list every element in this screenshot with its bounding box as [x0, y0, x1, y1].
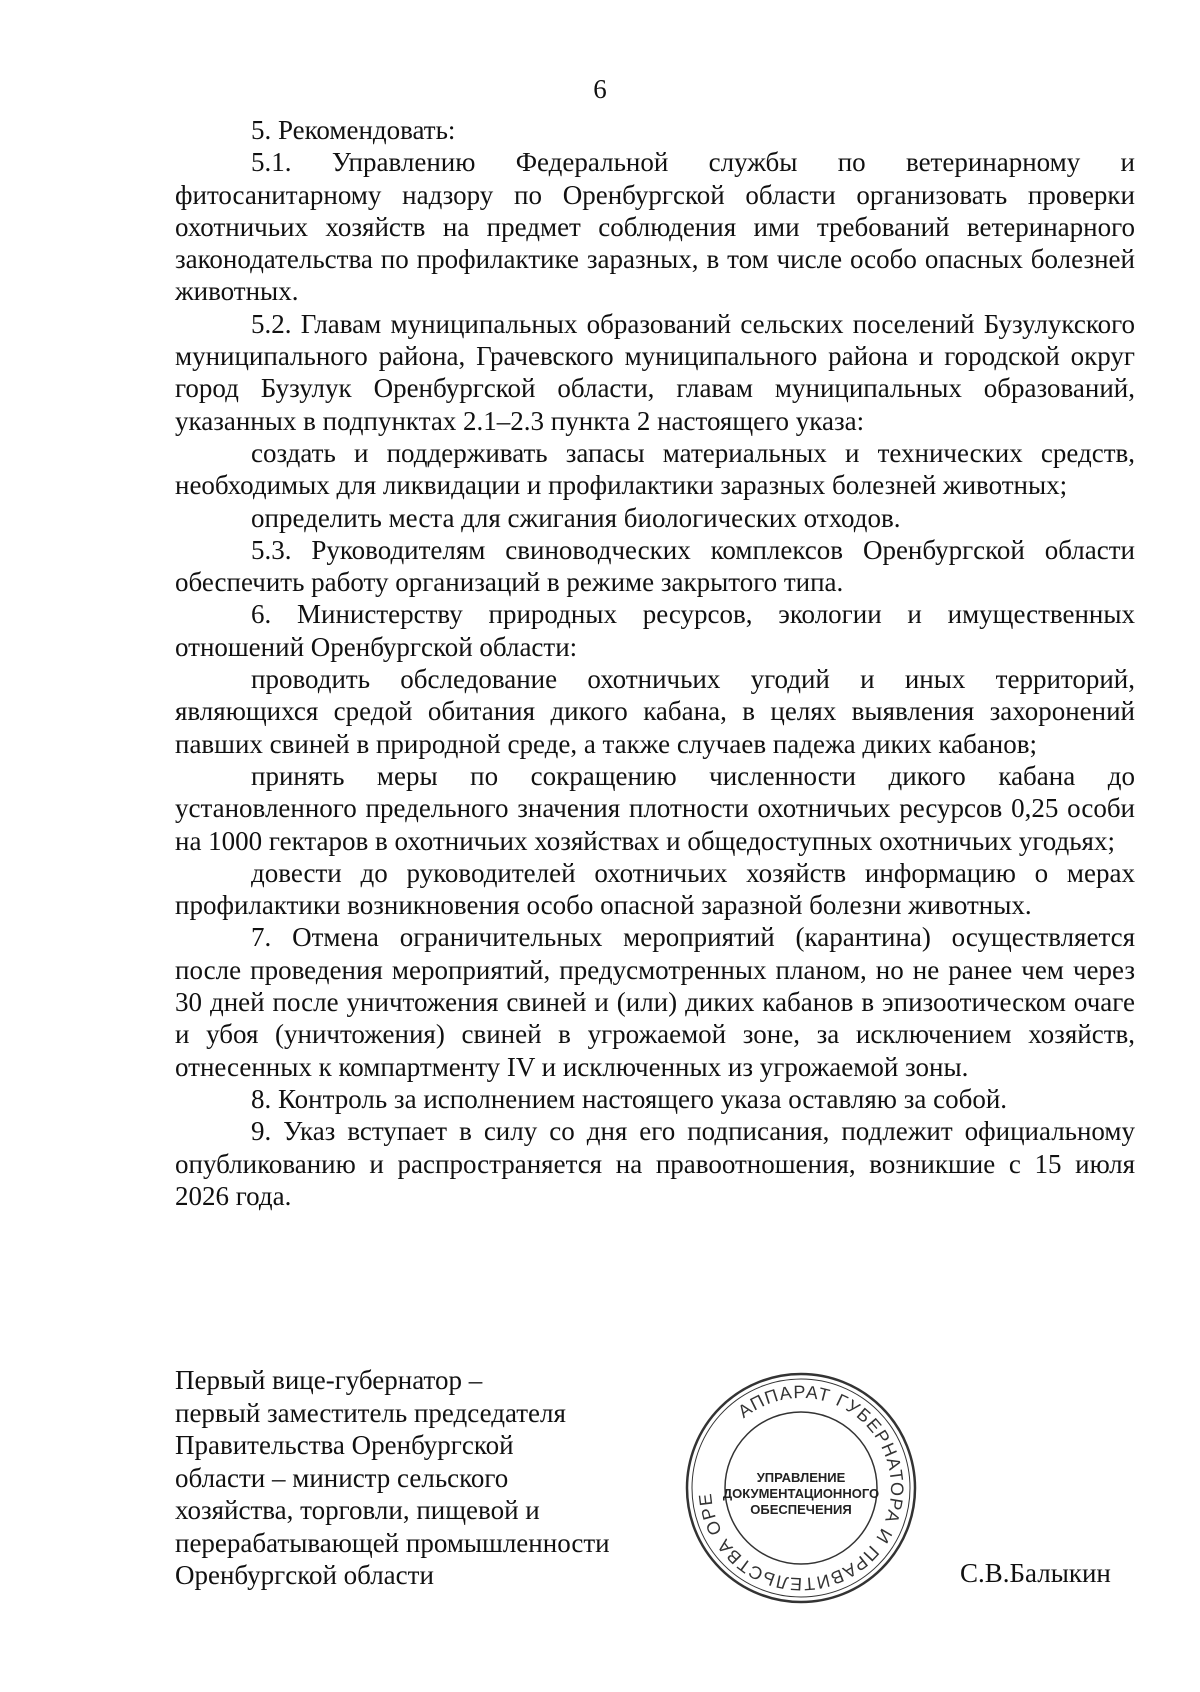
signatory-title-line: области – министр сельского	[175, 1462, 509, 1493]
paragraph-6-item-3: довести до руководителей охотничьих хозяйств информацию о мерах профилактики возникновения особо опасной заразной болезни животных.	[175, 857, 1135, 921]
signatory-title	[175, 1364, 645, 1592]
signatory-title-line: первый заместитель председателя	[175, 1397, 566, 1428]
paragraph-5-2: 5.2. Главам муниципальных образований сельских поселений Бузулукского муниципального района, Грачевского муниципального района и городской округ город Бузулук Оренбургской области, главам муниципальных образований, указанных в подпунктах 2.1–2.3 пункта 2 настоящего указа:	[175, 308, 1135, 436]
paragraph-6-item-1: проводить обследование охотничьих угодий и иных территорий, являющихся средой обитания дикого кабана, в целях выявления захоронений павших свиней в природной среде, а также случаев падежа диких кабанов;	[175, 664, 1135, 759]
signatory-title-line: Оренбургской области	[175, 1560, 434, 1590]
document-body	[175, 114, 1135, 1212]
stamp-line: УПРАВЛЕНИЕ	[756, 1470, 846, 1485]
paragraph-5-2-item-2: определить места для сжигания биологических отходов.	[251, 502, 901, 533]
paragraph-5-2-item-1: создать и поддерживать запасы материальных и технических средств, необходимых для ликвидации и профилактики заразных болезней животных;	[175, 437, 1135, 501]
page-number: 6	[593, 74, 607, 104]
paragraph-5-3: 5.3. Руководителям свиноводческих комплексов Оренбургской области обеспечить работу организаций в режиме закрытого типа.	[175, 534, 1135, 598]
paragraph-9: 9. Указ вступает в силу со дня его подписания, подлежит официальному опубликованию и распространяется на правоотношения, возникшие с 15 июля 2026 года.	[175, 1116, 1135, 1211]
paragraph-7: 7. Отмена ограничительных мероприятий (карантина) осуществляется после проведения мероприятий, предусмотренных планом, но не ранее чем через 30 дней после уничтожения свиней и (или) диких кабанов в эпизоотическом очаге и убоя (уничтожения) свиней в угрожаемой зоне, за исключением хозяйств, отнесенных к компартменту IV и исключенных из угрожаемой зоны.	[175, 922, 1135, 1082]
stamp-line: ОБЕСПЕЧЕНИЯ	[750, 1502, 852, 1517]
paragraph-5: 5. Рекомендовать:	[251, 115, 456, 145]
stamp-line: ДОКУМЕНТАЦИОННОГО	[722, 1486, 880, 1501]
paragraph-6: 6. Министерству природных ресурсов, экологии и имущественных отношений Оренбургской области:	[175, 599, 1135, 662]
signer-name: С.В.Балыкин	[960, 1558, 1111, 1588]
signatory-title-line: перерабатывающей промышленности	[175, 1527, 610, 1558]
signatory-title-line: Правительства Оренбургской	[175, 1430, 514, 1460]
svg-text:АППАРАТ ГУБЕРНАТОРА И ПРАВИТЕЛ: АППАРАТ ГУБЕРНАТОРА И ПРАВИТЕЛЬСТВА ОРЕ	[694, 1381, 908, 1595]
signatory-title-line: хозяйства, торговли, пищевой и	[175, 1495, 540, 1525]
paragraph-5-1: 5.1. Управлению Федеральной службы по ветеринарному и фитосанитарному надзору по Оренбургской области организовать проверки охотничьих хозяйств на предмет соблюдения ими требований ветеринарного законодательства по профилактике заразных, в том числе особо опасных болезней животных.	[175, 147, 1135, 307]
official-stamp	[683, 1370, 919, 1606]
signatory-title-line: Первый вице-губернатор –	[175, 1365, 483, 1395]
stamp-center-text	[683, 1470, 919, 1518]
paragraph-6-item-2: принять меры по сокращению численности дикого кабана до установленного предельного значения плотности охотничьих ресурсов 0,25 особи на 1000 гектаров в охотничьих хозяйствах и общедоступных охотничьих угодьях;	[175, 760, 1135, 856]
paragraph-8: 8. Контроль за исполнением настоящего указа оставляю за собой.	[251, 1083, 1008, 1114]
